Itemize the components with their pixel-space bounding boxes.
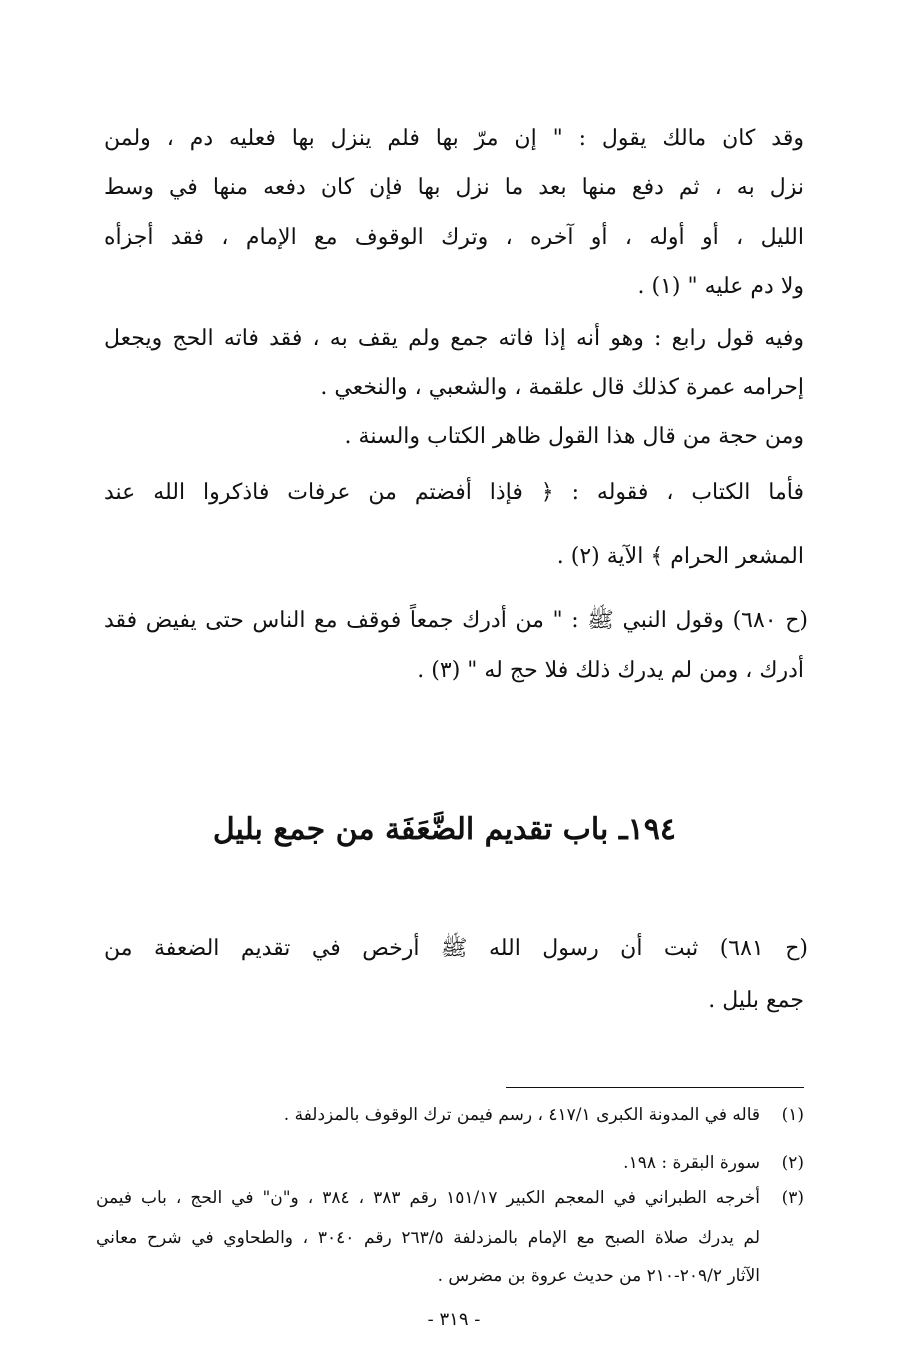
chapter-heading: ١٩٤ـ باب تقديم الضَّعَفَة من جمع بليل	[212, 812, 676, 847]
page-number: - ٣١٩ -	[427, 1309, 481, 1330]
quran-verse-line: المشعر الحرام ﴾ الآية (٢) .	[556, 544, 804, 569]
hadith-line: (ح ٦٨١) ثبت أن رسول الله ﷺ أرخص في تقديم الضعفة من	[104, 936, 808, 961]
quran-verse-line: فأما الكتاب ، فقوله : ﴿ فإذا أفضتم من عرفات فاذكروا الله عند	[104, 480, 804, 505]
body-line: ولا دم عليه " (١) .	[637, 274, 804, 299]
footnote-text: أخرجه الطبراني في المعجم الكبير ١٥١/١٧ رقم ٣٨٣ ، ٣٨٤ ، و"ن" في الحج ، باب فيمن	[96, 1188, 760, 1208]
footnote-number: (١)	[781, 1105, 804, 1125]
footnote-text: سورة البقرة : ١٩٨.	[623, 1153, 760, 1173]
footnote-text: الآثار ٢٠٩/٢-٢١٠ من حديث عروة بن مضرس .	[437, 1266, 760, 1286]
body-line: الليل ، أو أوله ، أو آخره ، وترك الوقوف مع الإمام ، فقد أجزأه	[104, 225, 804, 250]
body-line: وقد كان مالك يقول : " إن مرّ بها فلم ينزل بها فعليه دم ، ولمن	[104, 126, 804, 151]
hadith-line: جمع بليل .	[708, 988, 804, 1013]
footnote-number: (٣)	[781, 1188, 804, 1208]
body-line: نزل به ، ثم دفع منها بعد ما نزل بها فإن كان دفعه منها في وسط	[104, 175, 804, 200]
body-line: وفيه قول رابع : وهو أنه إذا فاته جمع ولم يقف به ، فقد فاته الحج ويجعل	[104, 326, 804, 351]
footnote-number: (٢)	[781, 1153, 804, 1173]
footnote-text: قاله في المدونة الكبرى ٤١٧/١ ، رسم فيمن ترك الوقوف بالمزدلفة .	[283, 1105, 760, 1125]
hadith-line: أدرك ، ومن لم يدرك ذلك فلا حج له " (٣) .	[417, 658, 804, 683]
body-line: ومن حجة من قال هذا القول ظاهر الكتاب والسنة .	[344, 424, 804, 449]
footnote-separator	[506, 1087, 804, 1088]
footnote-text: لم يدرك صلاة الصبح مع الإمام بالمزدلفة ٢٦٣/٥ رقم ٣٠٤٠ ، والطحاوي في شرح معاني	[96, 1228, 761, 1248]
hadith-line: (ح ٦٨٠) وقول النبي ﷺ : " من أدرك جمعاً فوقف مع الناس حتى يفيض فقد	[104, 608, 808, 633]
body-line: إحرامه عمرة كذلك قال علقمة ، والشعبي ، والنخعي .	[320, 375, 804, 400]
